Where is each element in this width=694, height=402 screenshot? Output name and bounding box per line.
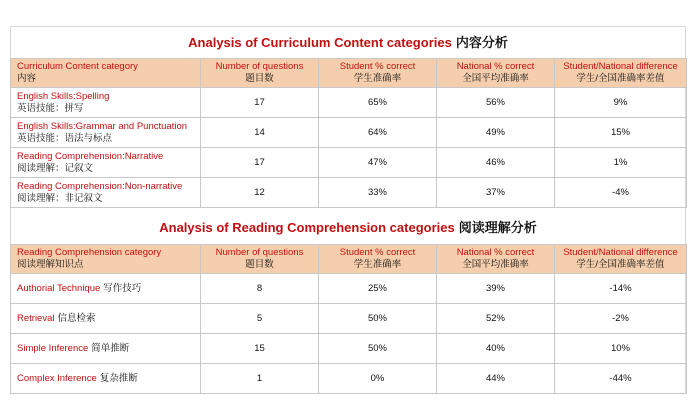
- student-cell: 50%: [319, 334, 437, 364]
- difference-cell: 10%: [555, 334, 687, 364]
- questions-cell: 17: [201, 88, 319, 118]
- student-cell: 47%: [319, 148, 437, 178]
- curriculum-header-row: [11, 59, 687, 88]
- curriculum-table: [10, 58, 687, 208]
- table-row: [11, 274, 687, 304]
- category-cell: English Skills:Spelling 英语技能：拼写: [11, 88, 201, 118]
- difference-cell: -4%: [555, 178, 687, 208]
- table-row: [11, 118, 687, 148]
- category-cell: English Skills:Grammar and Punctuation 英语技能：语法与标点: [11, 118, 201, 148]
- difference-cell: -2%: [555, 304, 687, 334]
- category-cell: Simple Inference 简单推断: [11, 334, 201, 364]
- reading-title-cn: 阅读理解分析: [458, 220, 537, 235]
- questions-cell: 5: [201, 304, 319, 334]
- reading-header-questions: Number of questions 题目数: [201, 245, 319, 274]
- national-cell: 40%: [437, 334, 555, 364]
- reading-header-difference: Student/National difference 学生/全国准确率差值: [555, 245, 687, 274]
- table-row: [11, 334, 687, 364]
- national-cell: 46%: [437, 148, 555, 178]
- curriculum-section-title: [10, 32, 686, 54]
- curriculum-header-questions: Number of questions 题目数: [201, 59, 319, 88]
- questions-cell: 15: [201, 334, 319, 364]
- category-cell: Complex Inference 复杂推断: [11, 364, 201, 394]
- student-cell: 0%: [319, 364, 437, 394]
- reading-header-category: Reading Comprehension category 阅读理解知识点: [11, 245, 201, 274]
- difference-cell: -14%: [555, 274, 687, 304]
- difference-cell: 9%: [555, 88, 687, 118]
- reading-header-student: Student % correct 学生准确率: [319, 245, 437, 274]
- student-cell: 33%: [319, 178, 437, 208]
- table-row: [11, 88, 687, 118]
- category-cell: Reading Comprehension:Narrative 阅读理解：记叙文: [11, 148, 201, 178]
- questions-cell: 14: [201, 118, 319, 148]
- curriculum-title-en: Analysis of Curriculum Content categories: [188, 35, 452, 50]
- reading-header-row: [11, 245, 687, 274]
- questions-cell: 8: [201, 274, 319, 304]
- student-cell: 25%: [319, 274, 437, 304]
- curriculum-title-cn: 内容分析: [455, 35, 508, 50]
- student-cell: 65%: [319, 88, 437, 118]
- category-cell: Retrieval 信息检索: [11, 304, 201, 334]
- reading-section-title: [10, 217, 686, 239]
- national-cell: 49%: [437, 118, 555, 148]
- reading-title-en: Analysis of Reading Comprehension categories: [159, 220, 455, 235]
- national-cell: 44%: [437, 364, 555, 394]
- national-cell: 56%: [437, 88, 555, 118]
- category-cell: Authorial Technique 写作技巧: [11, 274, 201, 304]
- table-row: [11, 304, 687, 334]
- national-cell: 52%: [437, 304, 555, 334]
- table-row: [11, 364, 687, 394]
- questions-cell: 12: [201, 178, 319, 208]
- category-cell: Reading Comprehension:Non-narrative 阅读理解：非记叙文: [11, 178, 201, 208]
- reading-header-national: National % correct 全国平均准确率: [437, 245, 555, 274]
- student-cell: 50%: [319, 304, 437, 334]
- reading-table: [10, 244, 687, 394]
- national-cell: 37%: [437, 178, 555, 208]
- curriculum-header-national: National % correct 全国平均准确率: [437, 59, 555, 88]
- difference-cell: 1%: [555, 148, 687, 178]
- questions-cell: 17: [201, 148, 319, 178]
- curriculum-header-difference: Student/National difference 学生/全国准确率差值: [555, 59, 687, 88]
- difference-cell: -44%: [555, 364, 687, 394]
- national-cell: 39%: [437, 274, 555, 304]
- curriculum-header-category: Curriculum Content category 内容: [11, 59, 201, 88]
- questions-cell: 1: [201, 364, 319, 394]
- curriculum-header-student: Student % correct 学生准确率: [319, 59, 437, 88]
- table-row: [11, 178, 687, 208]
- table-row: [11, 148, 687, 178]
- student-cell: 64%: [319, 118, 437, 148]
- difference-cell: 15%: [555, 118, 687, 148]
